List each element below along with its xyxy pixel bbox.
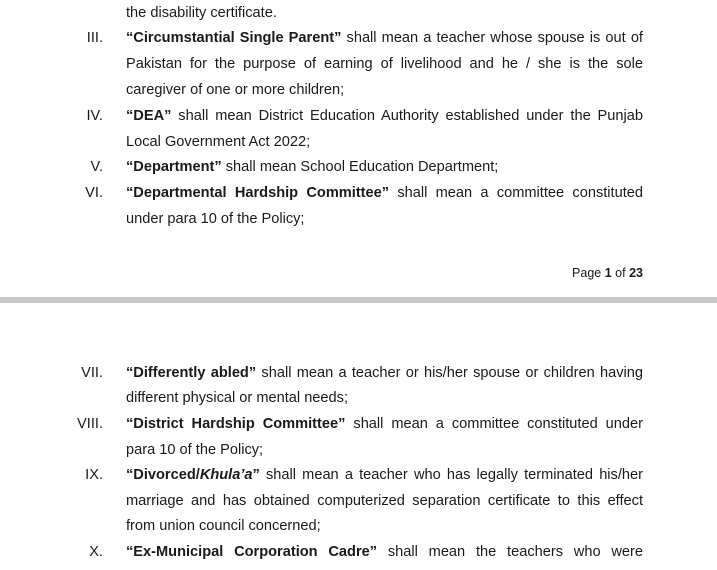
- definition-text-line: Local Government Act 2022;: [126, 134, 311, 150]
- item-numeral-viii: VIII.: [77, 416, 103, 432]
- definition-department: [126, 158, 643, 176]
- definition-text: shall mean a teacher who has legally terminated his/her: [266, 467, 643, 483]
- definition-text: shall mean District Education Authority established under the Punjab: [178, 108, 644, 124]
- definition-text-line: caregiver of one or more children;: [126, 82, 345, 98]
- defined-term: “Departmental Hardship Committee”: [126, 185, 390, 201]
- defined-term: “DEA”: [126, 108, 172, 124]
- defined-term-italic: Khula’a: [199, 467, 253, 483]
- definition-text-line: marriage and has obtained computerized separation certificate to this effect: [126, 493, 643, 509]
- item-numeral-v: V.: [90, 159, 103, 175]
- item-numeral-iii: III.: [86, 30, 103, 46]
- page-number-current: 1: [604, 266, 612, 280]
- definition-departmental-hardship-committee: [126, 184, 643, 202]
- document-page-bottom: [0, 303, 717, 570]
- definition-text: shall mean a committee constituted: [397, 185, 643, 201]
- definition-text-line: Pakistan for the purpose of earning of livelihood and he / she is the sole: [126, 56, 643, 72]
- definition-text-line: different physical or mental needs;: [126, 390, 349, 406]
- definition-text: shall mean a teacher or his/her spouse or children having: [261, 365, 644, 381]
- definition-text: shall mean a committee constituted under: [353, 416, 643, 432]
- definition-circumstantial-single-parent: [126, 29, 643, 47]
- definition-ex-municipal-corporation-cadre: [126, 543, 643, 561]
- defined-term: “Ex-Municipal Corporation Cadre”: [126, 544, 378, 560]
- defined-term-part: ”: [252, 467, 260, 483]
- item-numeral-vi: VI.: [85, 185, 103, 201]
- page-number: [572, 265, 643, 281]
- definition-text-line: para 10 of the Policy;: [126, 442, 264, 458]
- defined-term: “District Hardship Committee”: [126, 416, 346, 432]
- carryover-text: the disability certificate.: [126, 5, 277, 21]
- definition-dea: [126, 107, 643, 125]
- definition-district-hardship-committee: [126, 415, 643, 433]
- defined-term: “Department”: [126, 159, 222, 175]
- page-number-total: 23: [629, 266, 643, 280]
- item-numeral-ix: IX.: [85, 467, 103, 483]
- definition-text: shall mean the teachers who were: [387, 544, 643, 560]
- defined-term: “Circumstantial Single Parent”: [126, 30, 342, 46]
- definition-differently-abled: [126, 364, 643, 382]
- page-number-prefix: Page: [572, 266, 602, 280]
- item-numeral-iv: IV.: [86, 108, 103, 124]
- definition-text-line: from union council concerned;: [126, 518, 321, 534]
- defined-term: [126, 467, 260, 483]
- defined-term: “Differently abled”: [126, 365, 257, 381]
- defined-term-part: “Divorced/: [126, 467, 200, 483]
- item-numeral-x: X.: [89, 544, 103, 560]
- definition-divorced-khulaa: [126, 466, 643, 484]
- definition-text: shall mean a teacher whose spouse is out of: [346, 30, 643, 46]
- definition-text: shall mean School Education Department;: [225, 159, 499, 175]
- item-numeral-vii: VII.: [81, 365, 103, 381]
- definition-text-line: under para 10 of the Policy;: [126, 211, 305, 227]
- page-number-of: of: [615, 266, 626, 280]
